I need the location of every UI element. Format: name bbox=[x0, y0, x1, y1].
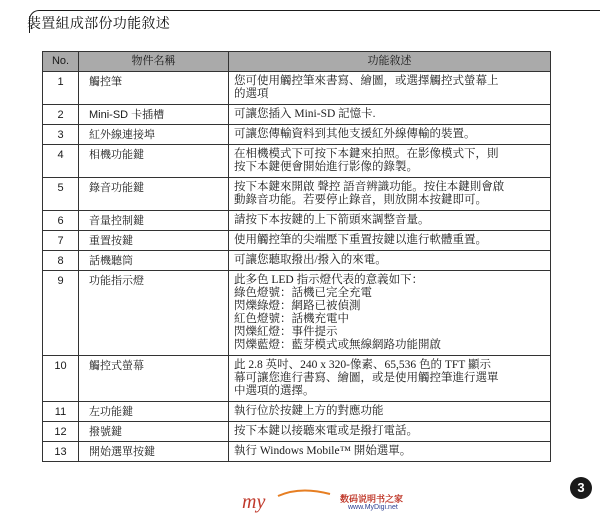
table-row bbox=[43, 125, 551, 145]
description-line: 在相機模式下可按下本鍵來拍照。在影像模式下，則 bbox=[234, 148, 499, 160]
component-name: 音量控制鍵 bbox=[79, 211, 229, 231]
component-description bbox=[229, 125, 551, 145]
header-no: No. bbox=[43, 52, 79, 72]
watermark-url: www.MyDigi.net bbox=[348, 504, 398, 511]
row-number: 4 bbox=[43, 145, 79, 178]
description-line: 閃爍紅燈：事件提示 bbox=[234, 326, 338, 338]
description-line: 的選項 bbox=[234, 88, 269, 100]
description-line: 執行 Windows Mobile™ 開始選單。 bbox=[234, 445, 412, 457]
component-description bbox=[229, 442, 551, 462]
table-row bbox=[43, 356, 551, 402]
table-row bbox=[43, 105, 551, 125]
row-number: 5 bbox=[43, 178, 79, 211]
description-line: 按下本鍵來開啟 聲控 語音辨識功能。按住本鍵則會啟 bbox=[234, 181, 505, 193]
table-row bbox=[43, 211, 551, 231]
component-name: 功能指示燈 bbox=[79, 271, 229, 356]
component-description bbox=[229, 105, 551, 125]
row-number: 10 bbox=[43, 356, 79, 402]
description-line: 執行位於按鍵上方的對應功能 bbox=[234, 405, 384, 417]
page-title: 裝置組成部份功能敘述 bbox=[27, 15, 170, 31]
watermark-logo-text: my bbox=[242, 491, 266, 513]
description-line: 閃爍藍燈：藍芽模式或無線網路功能開啟 bbox=[234, 339, 441, 351]
table-row bbox=[43, 231, 551, 251]
component-name: 錄音功能鍵 bbox=[79, 178, 229, 211]
table-row bbox=[43, 251, 551, 271]
description-line: 紅色燈號：話機充電中 bbox=[234, 313, 349, 325]
description-line: 此多色 LED 指示燈代表的意義如下： bbox=[234, 274, 424, 286]
table-row bbox=[43, 178, 551, 211]
header-name: 物件名稱 bbox=[79, 52, 229, 72]
component-description bbox=[229, 356, 551, 402]
component-table bbox=[42, 51, 551, 462]
table-header-row bbox=[43, 52, 551, 72]
row-number: 8 bbox=[43, 251, 79, 271]
row-number: 7 bbox=[43, 231, 79, 251]
component-name: Mini-SD 卡插槽 bbox=[79, 105, 229, 125]
component-name: 重置按鍵 bbox=[79, 231, 229, 251]
component-description bbox=[229, 72, 551, 105]
table-row bbox=[43, 422, 551, 442]
row-number: 12 bbox=[43, 422, 79, 442]
row-number: 3 bbox=[43, 125, 79, 145]
component-description bbox=[229, 251, 551, 271]
watermark-logo bbox=[240, 488, 340, 516]
row-number: 9 bbox=[43, 271, 79, 356]
description-line: 按下本鍵便會開始進行影像的錄製。 bbox=[234, 161, 418, 173]
row-number: 13 bbox=[43, 442, 79, 462]
table-row bbox=[43, 442, 551, 462]
component-description bbox=[229, 211, 551, 231]
description-line: 可讓您聽取撥出/撥入的來電。 bbox=[234, 254, 387, 266]
component-description bbox=[229, 145, 551, 178]
component-description bbox=[229, 402, 551, 422]
description-line: 幕可讓您進行書寫、繪圖，或是使用觸控筆進行選單 bbox=[234, 372, 499, 384]
component-name: 觸控筆 bbox=[79, 72, 229, 105]
description-line: 動錄音功能。若要停止錄音，則放開本按鍵即可。 bbox=[234, 194, 487, 206]
row-number: 11 bbox=[43, 402, 79, 422]
table-row bbox=[43, 271, 551, 356]
description-line: 中選項的選擇。 bbox=[234, 385, 315, 397]
component-name: 話機聽筒 bbox=[79, 251, 229, 271]
component-name: 相機功能鍵 bbox=[79, 145, 229, 178]
row-number: 6 bbox=[43, 211, 79, 231]
watermark-brand: 数码说明书之家 bbox=[340, 494, 404, 504]
row-number: 2 bbox=[43, 105, 79, 125]
component-name: 撥號鍵 bbox=[79, 422, 229, 442]
description-line: 按下本鍵以接聽來電或是撥打電話。 bbox=[234, 425, 418, 437]
description-line: 可讓您插入 Mini-SD 記憶卡. bbox=[234, 108, 376, 120]
description-line: 您可使用觸控筆來書寫、繪圖，或選擇觸控式螢幕上 bbox=[234, 75, 499, 87]
description-line: 綠色燈號：話機已完全充電 bbox=[234, 287, 372, 299]
description-line: 使用觸控筆的尖端壓下重置按鍵以進行軟體重置。 bbox=[234, 234, 487, 246]
component-description bbox=[229, 422, 551, 442]
table-row bbox=[43, 145, 551, 178]
component-name: 左功能鍵 bbox=[79, 402, 229, 422]
component-name: 觸控式螢幕 bbox=[79, 356, 229, 402]
description-line: 請按下本按鍵的上下箭頭來調整音量。 bbox=[234, 214, 430, 226]
row-number: 1 bbox=[43, 72, 79, 105]
component-name: 紅外線連接埠 bbox=[79, 125, 229, 145]
component-description bbox=[229, 178, 551, 211]
component-description bbox=[229, 231, 551, 251]
header-desc: 功能敘述 bbox=[229, 52, 551, 72]
component-name: 開始選單按鍵 bbox=[79, 442, 229, 462]
page-number-badge: 3 bbox=[570, 477, 592, 499]
description-line: 閃爍綠燈：網路已被偵測 bbox=[234, 300, 361, 312]
component-description bbox=[229, 271, 551, 356]
table-row bbox=[43, 72, 551, 105]
description-line: 可讓您傳輸資料到其他支援紅外線傳輸的裝置。 bbox=[234, 128, 476, 140]
table-row bbox=[43, 402, 551, 422]
description-line: 此 2.8 英吋、240 x 320-像素、65,536 色的 TFT 顯示 bbox=[234, 359, 491, 371]
